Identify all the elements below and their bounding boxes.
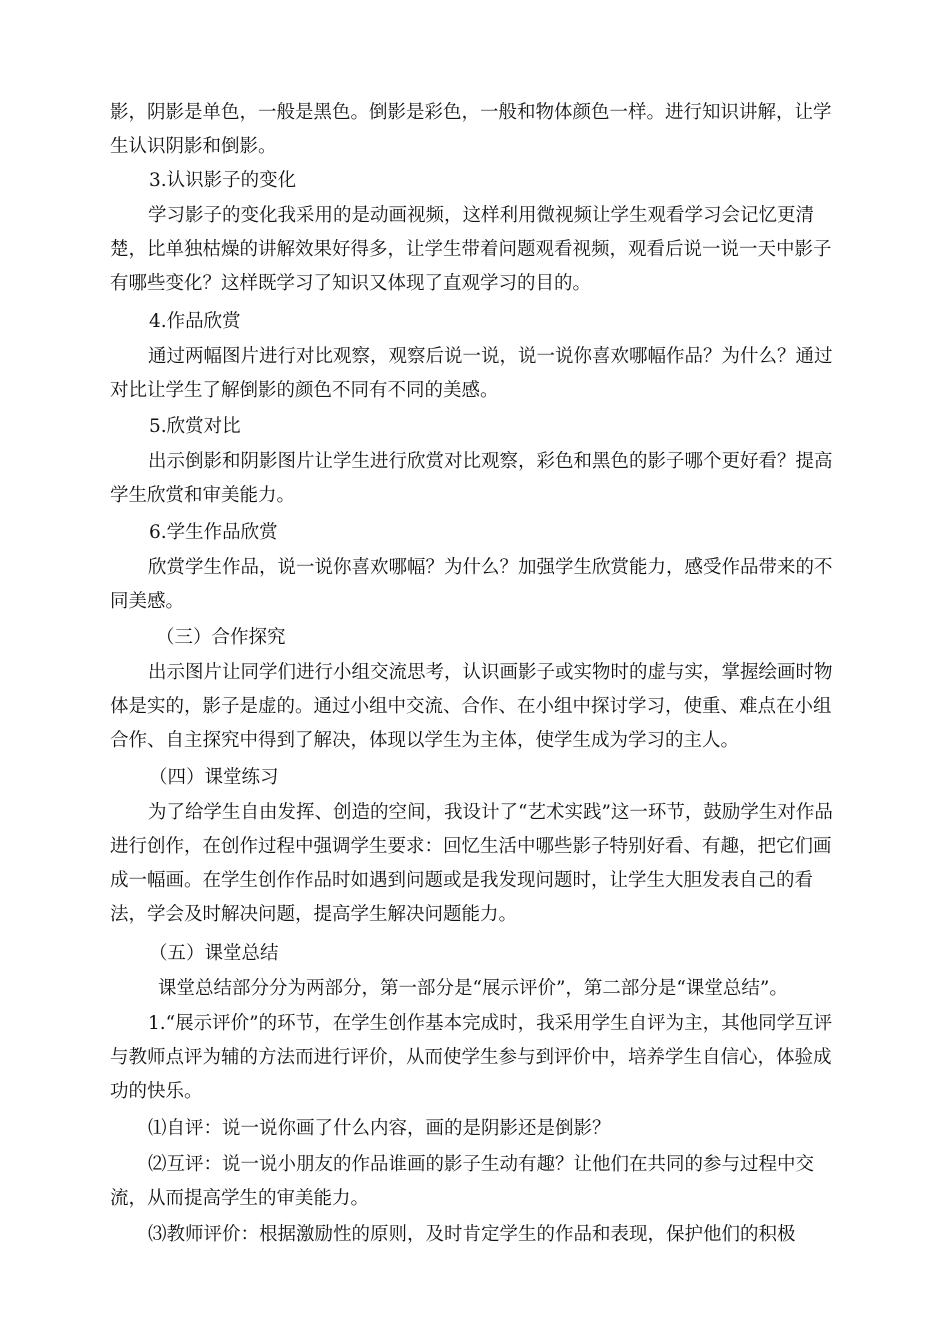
paragraph-summary-parts: 课堂总结部分分为两部分，第一部分是“展示评价”，第二部分是“课堂总结”。	[158, 978, 788, 999]
paragraph-shadow-change: 学习影子的变化我采用的是动画视频，这样利用微视频让学生观看学习会记忆更清楚，比单独枯燥的讲解效果好得多，让学生带着问题观看视频，观看后说一说一天中影子有哪些变化？这样既学习了知识又体现了直观学习的目的。	[110, 205, 832, 294]
paragraph-self-evaluation: ⑴自评：说一说你画了什么内容，画的是阴影还是倒影？	[148, 1118, 611, 1139]
paragraph-teacher-evaluation: ⑶教师评价：根据激励性的原则，及时肯定学生的作品和表现，保护他们的积极	[148, 1224, 796, 1245]
heading-artwork-appreciation: 4.作品欣赏	[149, 311, 241, 332]
section-classroom-practice: （四）课堂练习	[149, 767, 279, 788]
heading-compare-appreciation: 5.欣赏对比	[149, 416, 241, 437]
paragraph-artwork-appreciation: 通过两幅图片进行对比观察，观察后说一说，说一说你喜欢哪幅作品？为什么？通过对比让学生了解倒影的颜色不同有不同的美感。	[110, 346, 833, 401]
paragraph-display-evaluation: 1.“展示评价”的环节，在学生创作基本完成时，我采用学生自评为主，其他同学互评与教师点评为辅的方法而进行评价，从而使学生参与到评价中，培养学生自信心，体验成功的快乐。	[110, 1013, 833, 1102]
paragraph-classroom-practice: 为了给学生自由发挥、创造的空间，我设计了“艺术实践”这一环节，鼓励学生对作品进行创作，在创作过程中强调学生要求：回忆生活中哪些影子特别好看、有趣，把它们画成一幅画。在学生创作作品时如遇到问题或是我发现问题时，让学生大胆发表自己的看法，学会及时解决问题，提高学生解决问题能力。	[110, 802, 833, 925]
paragraph-student-work: 欣赏学生作品，说一说你喜欢哪幅？为什么？加强学生欣赏能力，感受作品带来的不同美感。	[110, 557, 833, 612]
section-cooperative-inquiry: （三）合作探究	[156, 627, 286, 648]
paragraph-cooperative-inquiry: 出示图片让同学们进行小组交流思考，认识画影子或实物时的虚与实，掌握绘画时物体是实的，影子是虚的。通过小组中交流、合作、在小组中探讨学习，使重、难点在小组合作、自主探究中得到了解决，体现以学生为主体，使学生成为学习的主人。	[110, 662, 833, 751]
paragraph-shadow-intro: 影，阴影是单色，一般是黑色。倒影是彩色，一般和物体颜色一样。进行知识讲解，让学生认识阴影和倒影。	[110, 102, 832, 157]
heading-shadow-change: 3.认识影子的变化	[149, 170, 297, 191]
paragraph-compare-appreciation: 出示倒影和阴影图片让学生进行欣赏对比观察，彩色和黑色的影子哪个更好看？提高学生欣赏和审美能力。	[110, 451, 833, 506]
paragraph-peer-evaluation: ⑵互评：说一说小朋友的作品谁画的影子生动有趣？让他们在共同的参与过程中交流，从而提高学生的审美能力。	[110, 1154, 815, 1209]
section-classroom-summary: （五）课堂总结	[149, 943, 279, 964]
heading-student-work: 6.学生作品欣赏	[149, 522, 278, 543]
